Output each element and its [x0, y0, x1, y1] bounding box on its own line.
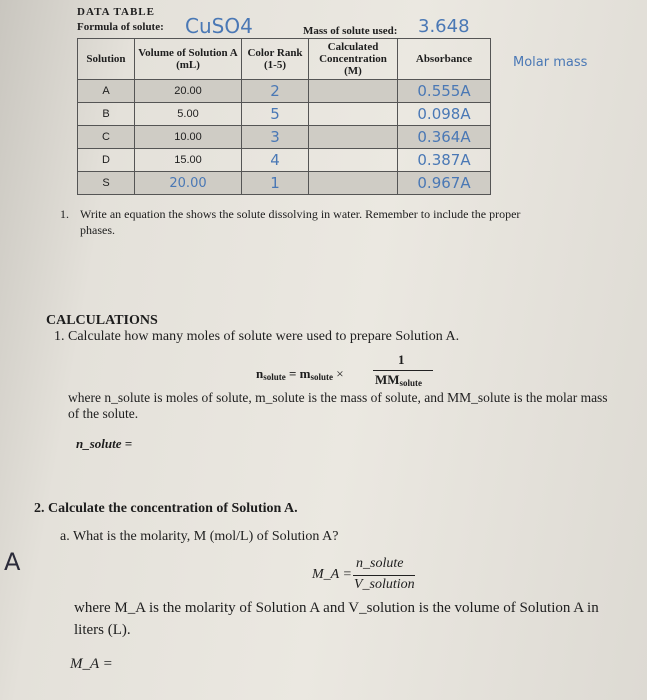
cell-volume: 20.00: [135, 80, 242, 103]
cell-absorbance: 0.555A: [398, 80, 491, 103]
cell-solution: B: [78, 103, 135, 126]
answer-moles: n_solute =: [76, 436, 133, 451]
cell-absorbance: 0.967A: [398, 172, 491, 195]
table-row: [78, 172, 491, 195]
cell-volume: 5.00: [135, 103, 242, 126]
equation-molarity-denominator: V_solution: [354, 577, 415, 592]
cell-concentration: [309, 103, 398, 126]
cell-volume: 10.00: [135, 126, 242, 149]
where-moles-text-2: of the solute.: [68, 406, 139, 421]
equation-moles-numerator: 1: [398, 352, 405, 367]
calc-item-2: 2. Calculate the concentration of Solution A.: [34, 501, 298, 516]
table-title: DATA TABLE: [77, 6, 155, 18]
cell-concentration: [309, 80, 398, 103]
cell-solution: S: [78, 172, 135, 195]
table-row: [78, 103, 491, 126]
cell-concentration: [309, 149, 398, 172]
cell-rank: 4: [242, 149, 309, 172]
where-moles-text: where n_solute is moles of solute, m_solute is the mass of solute, and MM_solute is the molar mass: [68, 390, 608, 405]
cell-absorbance: 0.098A: [398, 103, 491, 126]
table-row: [78, 126, 491, 149]
cell-volume: 15.00: [135, 149, 242, 172]
formula-label: Formula of solute:: [77, 21, 164, 33]
equation-molarity-numerator: n_solute: [356, 556, 404, 571]
margin-handwritten-mark: A: [4, 548, 21, 576]
col-volume: Volume of Solution A (mL): [135, 39, 242, 80]
q1-text: Write an equation the shows the solute dissolving in water. Remember to include the proper: [80, 207, 521, 221]
mass-label: Mass of solute used:: [303, 25, 398, 37]
calc-item-1: 1. Calculate how many moles of solute were used to prepare Solution A.: [54, 329, 460, 344]
answer-molarity: M_A =: [70, 656, 113, 672]
cell-solution: D: [78, 149, 135, 172]
mass-value: 3.648: [418, 16, 470, 37]
equation-moles: $n_{solute} = m_{solute}$ ×: [256, 366, 344, 382]
table-row: [78, 80, 491, 103]
col-absorbance: Absorbance: [398, 39, 491, 80]
col-color-rank: Color Rank (1-5): [242, 39, 309, 80]
table-header-row: [78, 39, 491, 80]
cell-concentration: [309, 172, 398, 195]
where-molarity-text-2: liters (L).: [74, 622, 131, 638]
cell-volume: 20.00: [135, 172, 242, 195]
fraction-bar-2: [353, 575, 415, 576]
table-row: [78, 149, 491, 172]
data-table: [77, 38, 491, 195]
equation-moles-denominator: $MM_{solute}$: [375, 372, 423, 388]
where-molarity-text: where M_A is the molarity of Solution A and V_solution is the volume of Solution A in: [74, 600, 599, 616]
cell-absorbance: 0.364A: [398, 126, 491, 149]
cell-absorbance: 0.387A: [398, 149, 491, 172]
fraction-bar: [373, 370, 433, 371]
calc-item-2a: a. What is the molarity, M (mol/L) of Solution A?: [60, 529, 339, 544]
cell-concentration: [309, 126, 398, 149]
q1-number: 1.: [60, 207, 69, 221]
cell-rank: 2: [242, 80, 309, 103]
formula-value: CuSO4: [185, 14, 253, 38]
equation-molarity-lhs: M_A =: [312, 567, 352, 582]
cell-solution: C: [78, 126, 135, 149]
cell-rank: 3: [242, 126, 309, 149]
cell-rank: 5: [242, 103, 309, 126]
cell-solution: A: [78, 80, 135, 103]
calculations-heading: CALCULATIONS: [46, 313, 158, 328]
col-concentration: Calculated Concentration (M): [309, 39, 398, 80]
molar-mass-note: Molar mass: [513, 55, 588, 70]
q1-text-line2: phases.: [80, 223, 115, 237]
cell-rank: 1: [242, 172, 309, 195]
col-solution: Solution: [78, 39, 135, 80]
